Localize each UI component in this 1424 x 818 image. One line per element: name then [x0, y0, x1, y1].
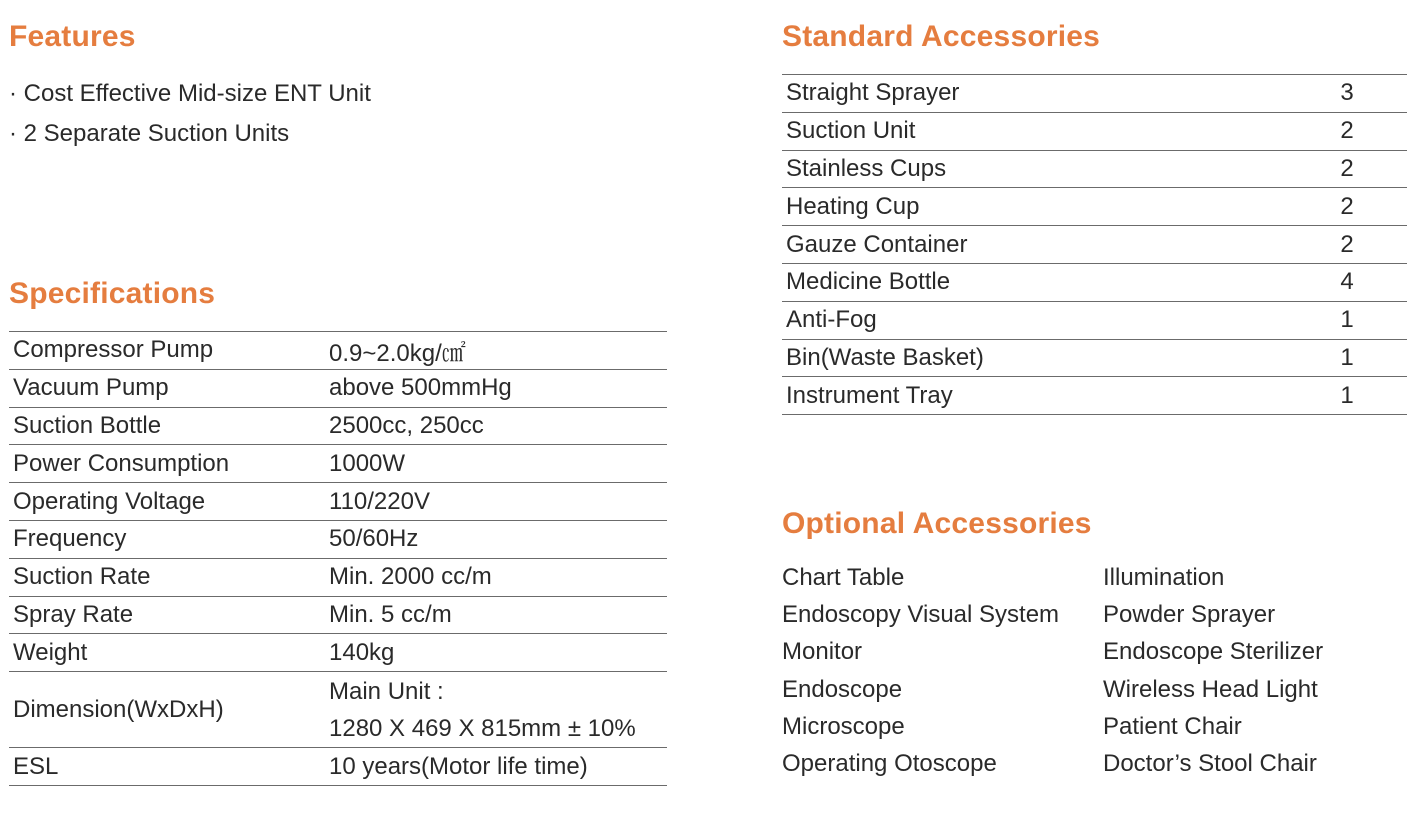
spec-label: Operating Voltage	[9, 483, 325, 521]
features-list	[9, 74, 371, 154]
table-row	[782, 75, 1407, 113]
accessory-qty: 1	[1303, 301, 1407, 339]
table-row	[782, 226, 1407, 264]
table-row	[9, 748, 667, 786]
table-row	[782, 112, 1407, 150]
accessory-qty: 2	[1303, 112, 1407, 150]
spec-value: above 500mmHg	[325, 369, 667, 407]
table-row	[9, 445, 667, 483]
optional-accessories-list	[782, 559, 1403, 782]
spec-value: 2500cc, 250cc	[325, 407, 667, 445]
optional-right-column	[1103, 559, 1403, 782]
standard-accessories-heading: Standard Accessories	[782, 20, 1101, 53]
table-row	[9, 520, 667, 558]
accessory-name: Gauze Container	[782, 226, 1303, 264]
list-item: Monitor	[782, 638, 863, 666]
table-row	[9, 483, 667, 521]
accessory-qty: 2	[1303, 226, 1407, 264]
spec-value: 1000W	[325, 445, 667, 483]
table-row	[9, 634, 667, 672]
accessory-name: Heating Cup	[782, 188, 1303, 226]
spec-label: Weight	[9, 634, 325, 672]
accessory-qty: 1	[1303, 377, 1407, 415]
accessory-qty: 2	[1303, 188, 1407, 226]
spec-value: 0.9~2.0kg/㎠	[325, 332, 667, 370]
specifications-table	[9, 331, 667, 786]
table-row	[782, 150, 1407, 188]
list-item: Powder Sprayer	[1103, 601, 1276, 629]
list-item: Patient Chair	[1103, 712, 1242, 740]
list-item: Chart Table	[782, 564, 905, 591]
accessory-name: Suction Unit	[782, 112, 1303, 150]
accessory-name: Bin(Waste Basket)	[782, 339, 1303, 377]
table-row	[782, 188, 1407, 226]
optional-left-column	[782, 559, 1103, 782]
list-item: Endoscope Sterilizer	[1103, 638, 1324, 666]
standard-accessories-table	[782, 74, 1407, 415]
specifications-heading: Specifications	[9, 277, 216, 310]
optional-accessories-heading: Optional Accessories	[782, 507, 1092, 540]
list-item: Illumination	[1103, 564, 1225, 591]
list-item: Operating Otoscope	[782, 749, 997, 777]
accessory-name: Straight Sprayer	[782, 75, 1303, 113]
list-item: Endoscopy Visual System	[782, 601, 1060, 629]
list-item: Microscope	[782, 712, 905, 740]
table-row	[782, 339, 1407, 377]
table-row	[9, 369, 667, 407]
spec-value: Min. 5 cc/m	[325, 596, 667, 634]
features-heading: Features	[9, 20, 136, 53]
table-row	[782, 301, 1407, 339]
spec-label: Dimension(WxDxH)	[9, 672, 325, 748]
list-item: Doctor’s Stool Chair	[1103, 749, 1317, 777]
table-row	[9, 332, 667, 370]
spec-value-line: 1280 X 469 X 815mm ± 10%	[329, 714, 636, 742]
spec-label: Vacuum Pump	[9, 369, 325, 407]
accessory-qty: 1	[1303, 339, 1407, 377]
accessory-name: Anti-Fog	[782, 301, 1303, 339]
spec-value: 50/60Hz	[325, 520, 667, 558]
table-row	[9, 596, 667, 634]
spec-label: Frequency	[9, 520, 325, 558]
accessory-qty: 3	[1303, 75, 1407, 113]
spec-label: ESL	[9, 748, 325, 786]
spec-value-line: Main Unit :	[329, 677, 444, 705]
spec-label: Power Consumption	[9, 445, 325, 483]
spec-label: Spray Rate	[9, 596, 325, 634]
table-row	[9, 407, 667, 445]
spec-value: 140kg	[325, 634, 667, 672]
spec-value: 110/220V	[325, 483, 667, 521]
list-item: Wireless Head Light	[1103, 675, 1318, 703]
accessory-name: Medicine Bottle	[782, 263, 1303, 301]
table-row	[9, 672, 667, 748]
list-item: Endoscope	[782, 675, 903, 703]
table-row	[9, 558, 667, 596]
feature-item: · Cost Effective Mid-size ENT Unit	[9, 80, 371, 107]
accessory-name: Instrument Tray	[782, 377, 1303, 415]
table-row	[782, 263, 1407, 301]
spec-value	[325, 672, 667, 748]
spec-value: Min. 2000 cc/m	[325, 558, 667, 596]
accessory-name: Stainless Cups	[782, 150, 1303, 188]
accessory-qty: 4	[1303, 263, 1407, 301]
spec-label: Compressor Pump	[9, 332, 325, 370]
table-row	[782, 377, 1407, 415]
feature-item: · 2 Separate Suction Units	[9, 120, 290, 147]
spec-label: Suction Rate	[9, 558, 325, 596]
spec-label: Suction Bottle	[9, 407, 325, 445]
spec-value: 10 years(Motor life time)	[325, 748, 667, 786]
accessory-qty: 2	[1303, 150, 1407, 188]
